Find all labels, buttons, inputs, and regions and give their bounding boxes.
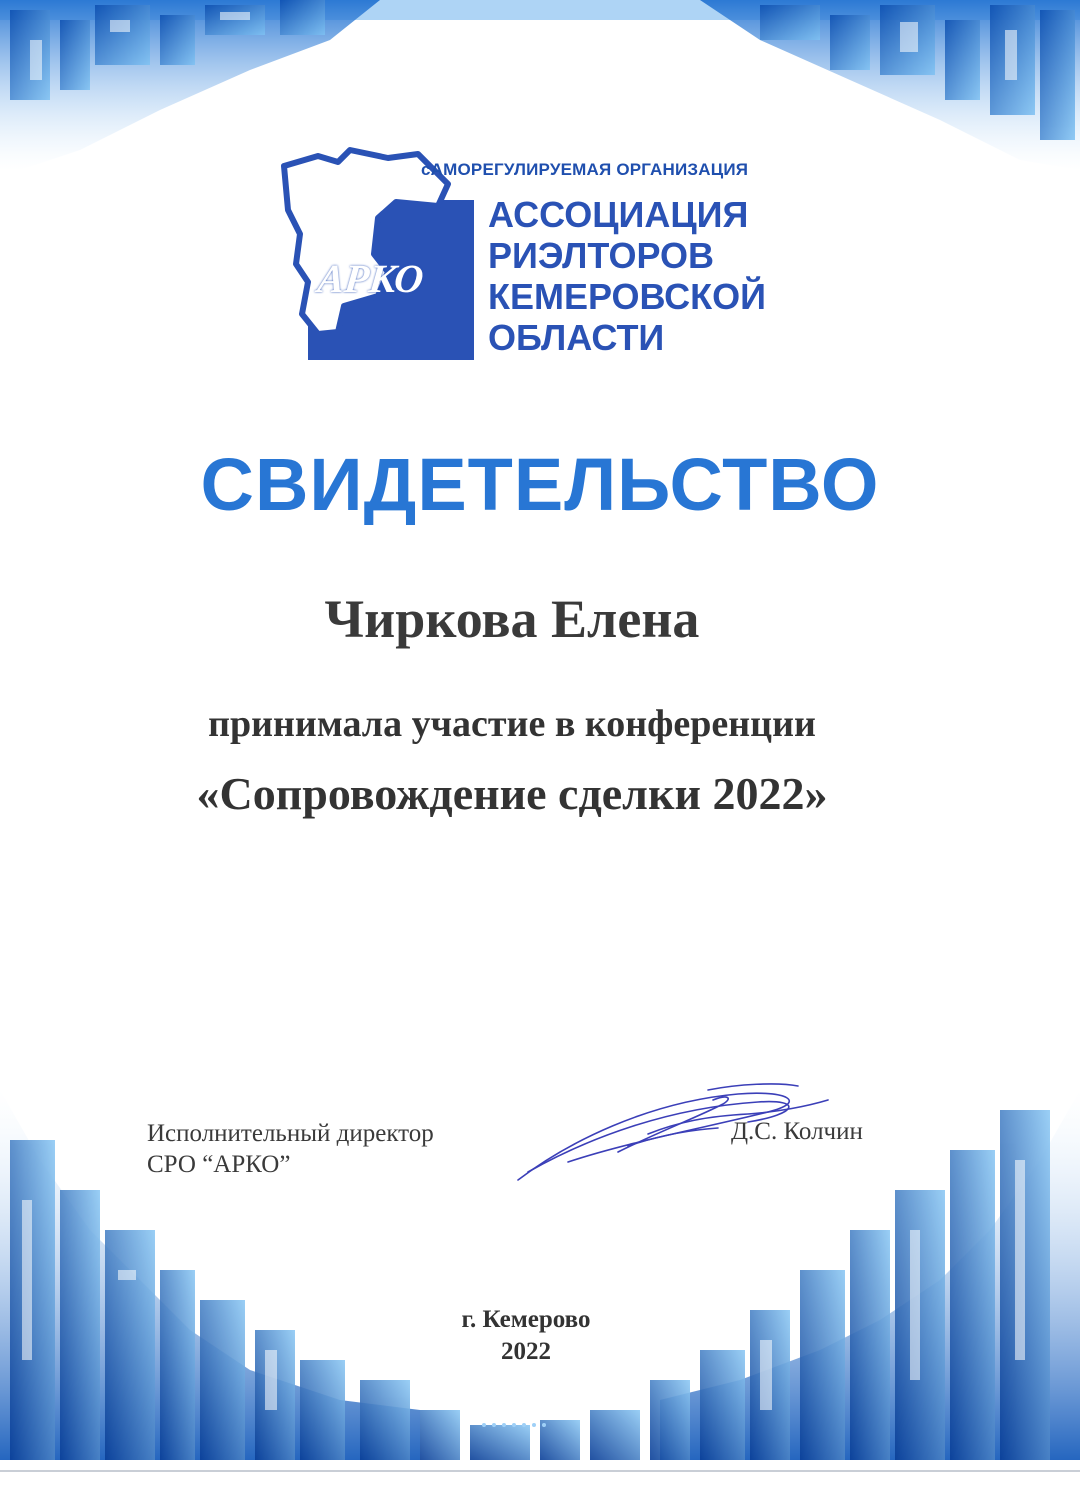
- event-name: «Сопровождение сделки 2022»: [196, 768, 828, 819]
- logo-brand: АРКО: [315, 256, 426, 301]
- signatory-name: Д.С. Колчин: [731, 1118, 863, 1145]
- logo-line-1: АССОЦИАЦИЯ: [488, 194, 749, 235]
- logo-subtitle: сАМОРЕГУЛИРУЕМАЯ ОРГАНИЗАЦИЯ: [421, 160, 749, 179]
- logo-org-name: [488, 194, 766, 358]
- scan-edge-line: [0, 1470, 1080, 1472]
- logo-line-3: КЕМЕРОВСКОЙ: [488, 276, 766, 317]
- city-year: [0, 1304, 1052, 1368]
- city: г. Кемерово: [461, 1306, 591, 1333]
- participation-text: принимала участие в конференции: [208, 703, 816, 745]
- signatory-role: [147, 1118, 434, 1180]
- recipient-name: Чиркова Елена: [324, 589, 700, 649]
- signatory-role-line-2: СРО “АРКО”: [147, 1151, 291, 1178]
- logo-line-4: ОБЛАСТИ: [488, 317, 665, 358]
- logo-line-2: РИЭЛТОРОВ: [488, 235, 715, 276]
- year: 2022: [501, 1338, 551, 1365]
- signatory-role-line-1: Исполнительный директор: [147, 1120, 434, 1147]
- certificate-title: СВИДЕТЕЛЬСТВО: [200, 443, 880, 526]
